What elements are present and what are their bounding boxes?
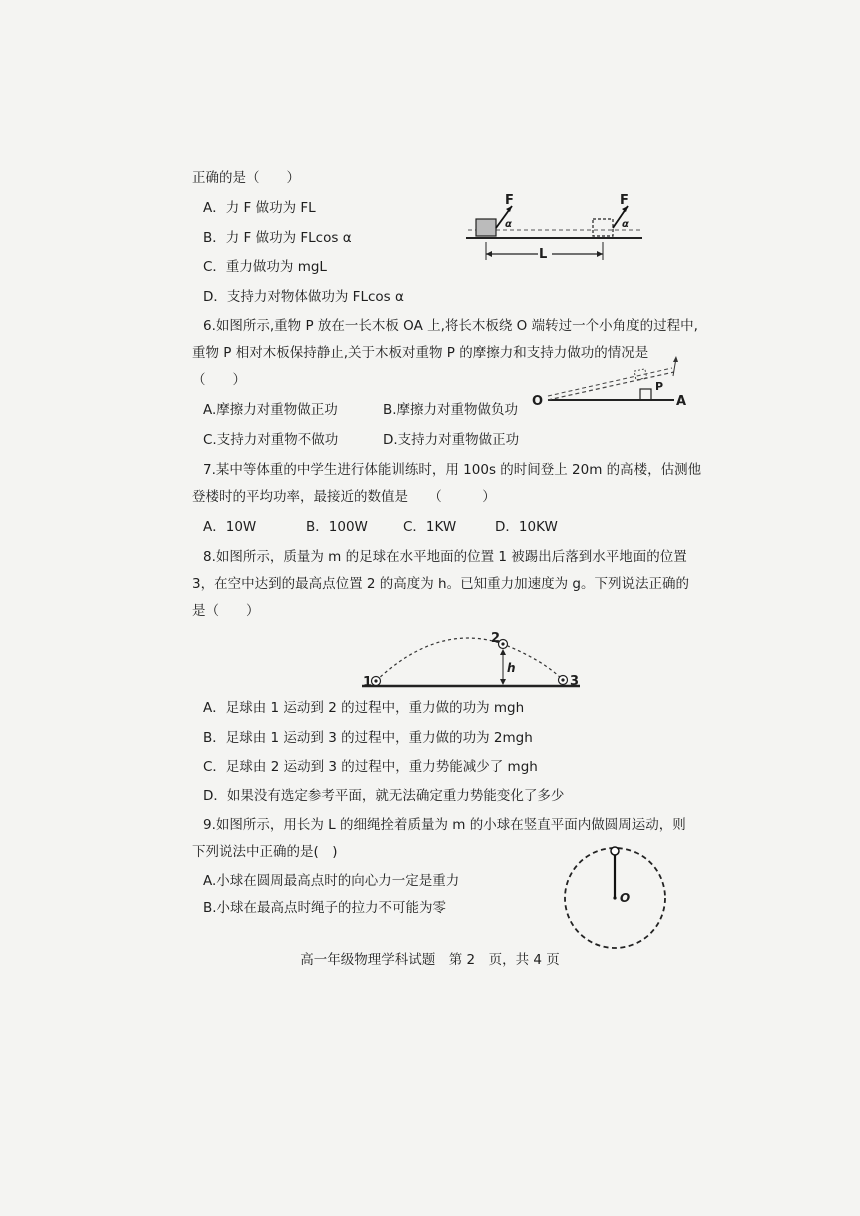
q7-stem-line-1: 7.某中等体重的中学生进行体能训练时，用 100s 的时间登上 20m 的高楼，估测他 xyxy=(203,462,702,478)
q8-stem-line-3: 是（ ） xyxy=(192,603,260,619)
q8-stem-line-1: 8.如图所示，质量为 m 的足球在水平地面的位置 1 被踢出后落到水平地面的位置 xyxy=(203,549,687,565)
q5-option-d: D．支持力对物体做功为 FLcos α xyxy=(203,289,404,305)
q8-position-2-label: 2 xyxy=(491,631,501,646)
q8-height-label: h xyxy=(507,661,516,675)
q5-angle-label-left: α xyxy=(505,219,512,230)
q6-end-label: A xyxy=(676,394,687,409)
q7-option-b: B．100W xyxy=(306,519,368,535)
q8-position-1-label: 1 xyxy=(363,675,373,690)
q5-option-a: A．力 F 做功为 FL xyxy=(203,200,316,216)
q6-pivot-label: O xyxy=(532,394,544,409)
q8-option-c: C．足球由 2 运动到 3 的过程中，重力势能减少了 mgh xyxy=(203,759,538,775)
q6-option-d: D.支持力对重物做正功 xyxy=(383,432,520,448)
q5-force-label-right: F xyxy=(620,193,629,208)
q5-option-c: C．重力做功为 mgL xyxy=(203,259,327,275)
page-footer: 高一年级物理学科试题 第 2 页，共 4 页 xyxy=(300,952,560,968)
q6-stem-line-3: （ ） xyxy=(192,372,246,388)
q6-figure xyxy=(532,352,692,422)
q8-stem-line-2: 3，在空中达到的最高点位置 2 的高度为 h。已知重力加速度为 g。下列说法正确的 xyxy=(192,576,689,592)
q5-length-label: L xyxy=(539,247,548,262)
q7-stem-line-2: 登楼时的平均功率，最接近的数值是 （ ） xyxy=(192,489,496,505)
q9-option-a: A.小球在圆周最高点时的向心力一定是重力 xyxy=(203,873,460,889)
q9-stem-line-1: 9.如图所示，用长为 L 的细绳拴着质量为 m 的小球在竖直平面内做圆周运动，则 xyxy=(203,817,686,833)
q5-figure xyxy=(462,192,652,272)
q7-option-d: D．10KW xyxy=(495,519,558,535)
q6-stem-line-1: 6.如图所示,重物 P 放在一长木板 OA 上,将长木板绕 O 端转过一个小角度的过程中, xyxy=(203,318,698,334)
q6-option-a: A.摩擦力对重物做正功 xyxy=(203,402,338,418)
q5-stem-tail: 正确的是（ ） xyxy=(192,170,300,186)
q6-stem-line-2: 重物 P 相对木板保持静止,关于木板对重物 P 的摩擦力和支持力做功的情况是 xyxy=(192,345,649,361)
q9-center-label: O xyxy=(620,891,631,905)
q9-stem-line-2: 下列说法中正确的是( ) xyxy=(192,844,338,860)
q8-figure xyxy=(358,630,588,694)
q8-option-a: A．足球由 1 运动到 2 的过程中，重力做的功为 mgh xyxy=(203,700,525,716)
q6-block-label: P xyxy=(655,380,664,393)
q8-option-b: B．足球由 1 运动到 3 的过程中，重力做的功为 2mgh xyxy=(203,730,533,746)
q7-option-a: A．10W xyxy=(203,519,257,535)
q5-angle-label-right: α xyxy=(622,219,629,230)
q5-option-b: B．力 F 做功为 FLcos α xyxy=(203,230,352,246)
q8-position-3-label: 3 xyxy=(570,674,580,689)
q7-option-c: C．1KW xyxy=(403,519,457,535)
q6-option-b: B.摩擦力对重物做负功 xyxy=(383,402,519,418)
q6-option-c: C.支持力对重物不做功 xyxy=(203,432,339,448)
q9-option-b: B.小球在最高点时绳子的拉力不可能为零 xyxy=(203,900,447,916)
q9-figure xyxy=(562,845,672,955)
q5-force-label-left: F xyxy=(505,193,514,208)
q8-option-d: D．如果没有选定参考平面，就无法确定重力势能变化了多少 xyxy=(203,788,565,804)
